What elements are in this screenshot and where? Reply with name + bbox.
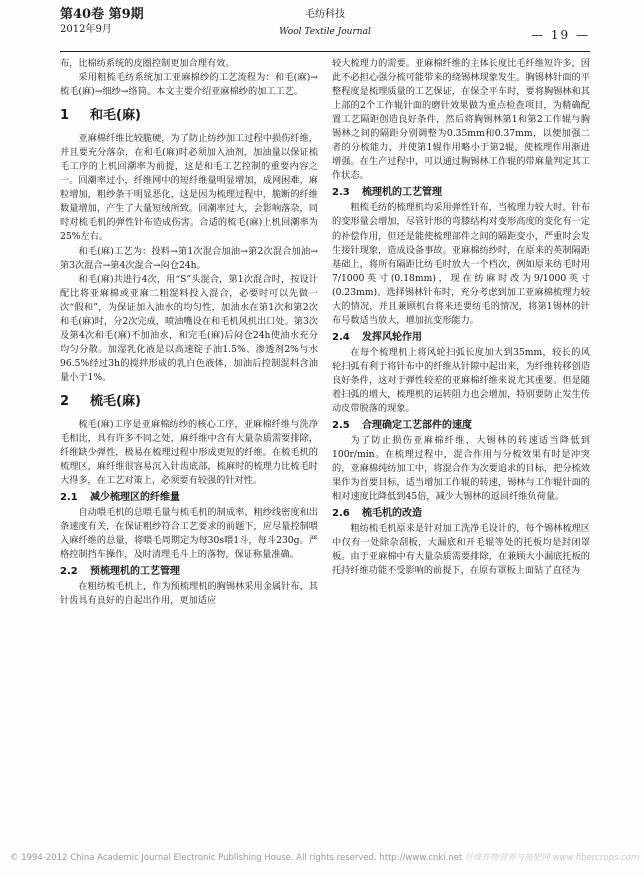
subsection-heading: 2.2 预梳理机的工艺管理 xyxy=(60,566,180,578)
body-paragraph: 粗纺梳毛机原来是针对加工洗净毛设计的，每个锡林梳理区中仅有一处除杂刮板，大漏底和开毛辊等处的托板均是封闭罩板。由于亚麻棉中有大量杂质需要排除，在兼顾大小漏底托板的托持纤维功能不受影响的前提下，在原有罩板上面钻了直径为 xyxy=(332,523,590,577)
page-footer xyxy=(10,851,640,863)
body-paragraph: 较大梳理力的需要。亚麻棉纤维的主体长度比毛纤维短许多，因此不必担心强分梳可能带来的绕锡林现象发生。胸锡林针面的平整程度是梳理质量的工艺保证，在保全平车时，要将胸锡林和其上部的2个工作辊针面的磨针效果做为重点检查项目，为精确配置工艺隔距创造良好条件，然后将胸锡林第1和第2工作辊与胸锡林之间的隔距分别调整为0.35mm和0.37mm，以便加强二者的分梳能力，并使第1辊作用略小于第2辊，使梳理作用渐进增强。在生产过程中，可以通过胸锡林工作辊的带麻量判定其工作状态。 xyxy=(332,58,590,182)
section-heading: 1 和毛(麻) xyxy=(60,108,141,124)
body-paragraph: 梳毛(麻)工序是亚麻棉纺纱的核心工序，亚麻棉纤维与洗净毛相比，具有许多不同之处，麻纤维中含有大量杂质需要排除，纤维缺少弹性，极易在梳理过程中形成更短的纤维。在梳毛机的梳理区，麻纤维很容易沉入针齿底部，梳麻时的梳理力比梳毛时大得多，在工艺对策上，必须要有较强的针对性。 xyxy=(60,418,318,487)
watermark-text: 纤维作物营养与施肥网 www.fibercrops.com xyxy=(464,853,640,863)
body-paragraph: 亚麻棉纤维比较脆硬，为了防止纺纱加工过程中损伤纤维，并且要充分落杂，在和毛(麻)时必须加入油剂，加油量以保证梳毛工序的上机回潮率为前提，这是和毛工艺控制的重要内容之一。回潮率过小，纤维网中的短纤维量明显增加，成网困难，麻粒增加，粗纱条干明显恶化，这是因为梳理过程中，脆断的纤维数量增加，产生了大量短绒所致。回潮率过大，会影响落杂，同时对梳毛机的弹性针布造成伤害。合适的梳毛(麻)上机回潮率为25%左右。 xyxy=(60,133,318,243)
subsection-heading: 2.5 合理确定工艺部件的速度 xyxy=(332,420,472,432)
page-header xyxy=(60,8,590,54)
journal-title-en: Wool Textile Journal xyxy=(279,27,371,37)
body-paragraph: 和毛(麻)工艺为：投料→第1次混合加油→第2次混合加油→第3次混合→第4次混合→闷仓24h。 xyxy=(60,245,318,271)
section-heading: 2 梳毛(麻) xyxy=(60,393,141,409)
issue-date: 2012年9月 xyxy=(60,24,112,35)
right-column xyxy=(332,57,590,579)
body-paragraph: 和毛(麻)共进行4次，用“S”头混合，第1次混合时，按设计配比将亚麻棉或亚麻二粗混料投入混合，必要时可以先做一次“假和”，为保证加入油水的均匀性，加油水在第1次和第2次和毛(麻)时，分2次完成，喷油嘴设在和毛机风机出口处。第3次及第4次和毛(麻)不加油水，和完毛(麻)后闷仓24h使油水充分均匀分散。加湿乳化液是以高速锭子油1.5%、渗透剂2%与水96.5%经过3h的搅拌形成的乳白色液体，加油后控制混料含油量小于1%。 xyxy=(60,273,318,383)
left-column xyxy=(60,57,318,609)
journal-name xyxy=(60,8,590,39)
intro-paragraph: 采用粗梳毛纺系统加工亚麻棉纱的工艺流程为：和毛(麻)→梳毛(麻)→细纱→络筒。本文主要介绍亚麻棉纱的加工工艺。 xyxy=(60,72,318,98)
subsection-heading: 2.4 发挥风轮作用 xyxy=(332,331,422,343)
body-paragraph: 为了防止损伤亚麻棉纤维，大锡林的转速适当降低到100r/min。在梳理过程中，混合作用与分梳效果有时是冲突的，亚麻棉纯纺加工中，将混合作为次要追求的目标，把分梳效果作为首要目标，适当增加工作辊的转速，锡林与工作辊针面的相对速度比降低到45倍，减少大锡林的返回纤维负荷量。 xyxy=(332,435,590,503)
page-number: — 19 — xyxy=(531,28,590,42)
body-paragraph: 粗梳毛纺的梳理机均采用弹性针布，当梳理力较大时，针布的变形量会增加，尽管针形的弯膝结构对变形高度的变化有一定的补偿作用，但还是能使梳理部件之间的隔距变小，严重时会发生接针现象，造成设备事故。亚麻棉纺纱时，在原来的英制隔距基础上，将所有隔距比纺毛时放大一个档次，例如原来纺毛时用7/1000英寸(0.18mm)，现在纺麻时改为9/1000英寸(0.23mm)。选择锡林针布时，充分考虑到加工亚麻棉梳理力较大的情况，并且兼顾机台将来还要纺毛的情况，将第1锡林的针布号数适当放大，增加抗变形能力。 xyxy=(332,202,590,326)
copyright-notice: © 1994-2012 China Academic Journal Electronic Publishing House. All rights reserved. http://www.cnki.net xyxy=(10,853,463,863)
body-paragraph: 在粗纺梳毛机上，作为预梳理机的胸锡林采用金属针布，其针齿具有良好的自起出作用，更加适应 xyxy=(60,581,318,607)
volume-issue: 第40卷 第9期 xyxy=(60,7,144,22)
body-paragraph: 自动喂毛机的总喂毛量与梳毛机的制成率、粗纱线密度和出条速度有关，在保证粗纱符合工艺要求的前题下，应尽量控制喂入麻纤维的总量，将喂毛周期定为每30s喂1斗，每斗230g。严格控制挡车操作，及时清理毛斗上的落物，保证称量准确。 xyxy=(60,507,318,561)
intro-paragraph: 布，比棉纺系统的皮圈控制更加合理有效。 xyxy=(60,58,235,69)
journal-title-cn: 毛纺科技 xyxy=(305,9,345,20)
header-rule xyxy=(60,51,590,52)
subsection-heading: 2.6 梳毛机的改造 xyxy=(332,508,422,520)
article-body xyxy=(60,57,590,857)
body-paragraph: 在每个梳理机上将风轮扫弧长度加大到35mm，较长的风轮扫弧有利于将针布中的纤维从针隙中起出来，为纤维转移创造良好条件，这对于弹性较差的亚麻棉纤维来说尤其重要。但是随着扫弧的增大，梳理机的运转阻力也会增加，特别要防止发生传动皮带脱落的现象。 xyxy=(332,346,590,415)
subsection-heading: 2.3 梳理机的工艺管理 xyxy=(332,187,442,199)
subsection-heading: 2.1 减少梳理区的纤维量 xyxy=(60,492,180,504)
